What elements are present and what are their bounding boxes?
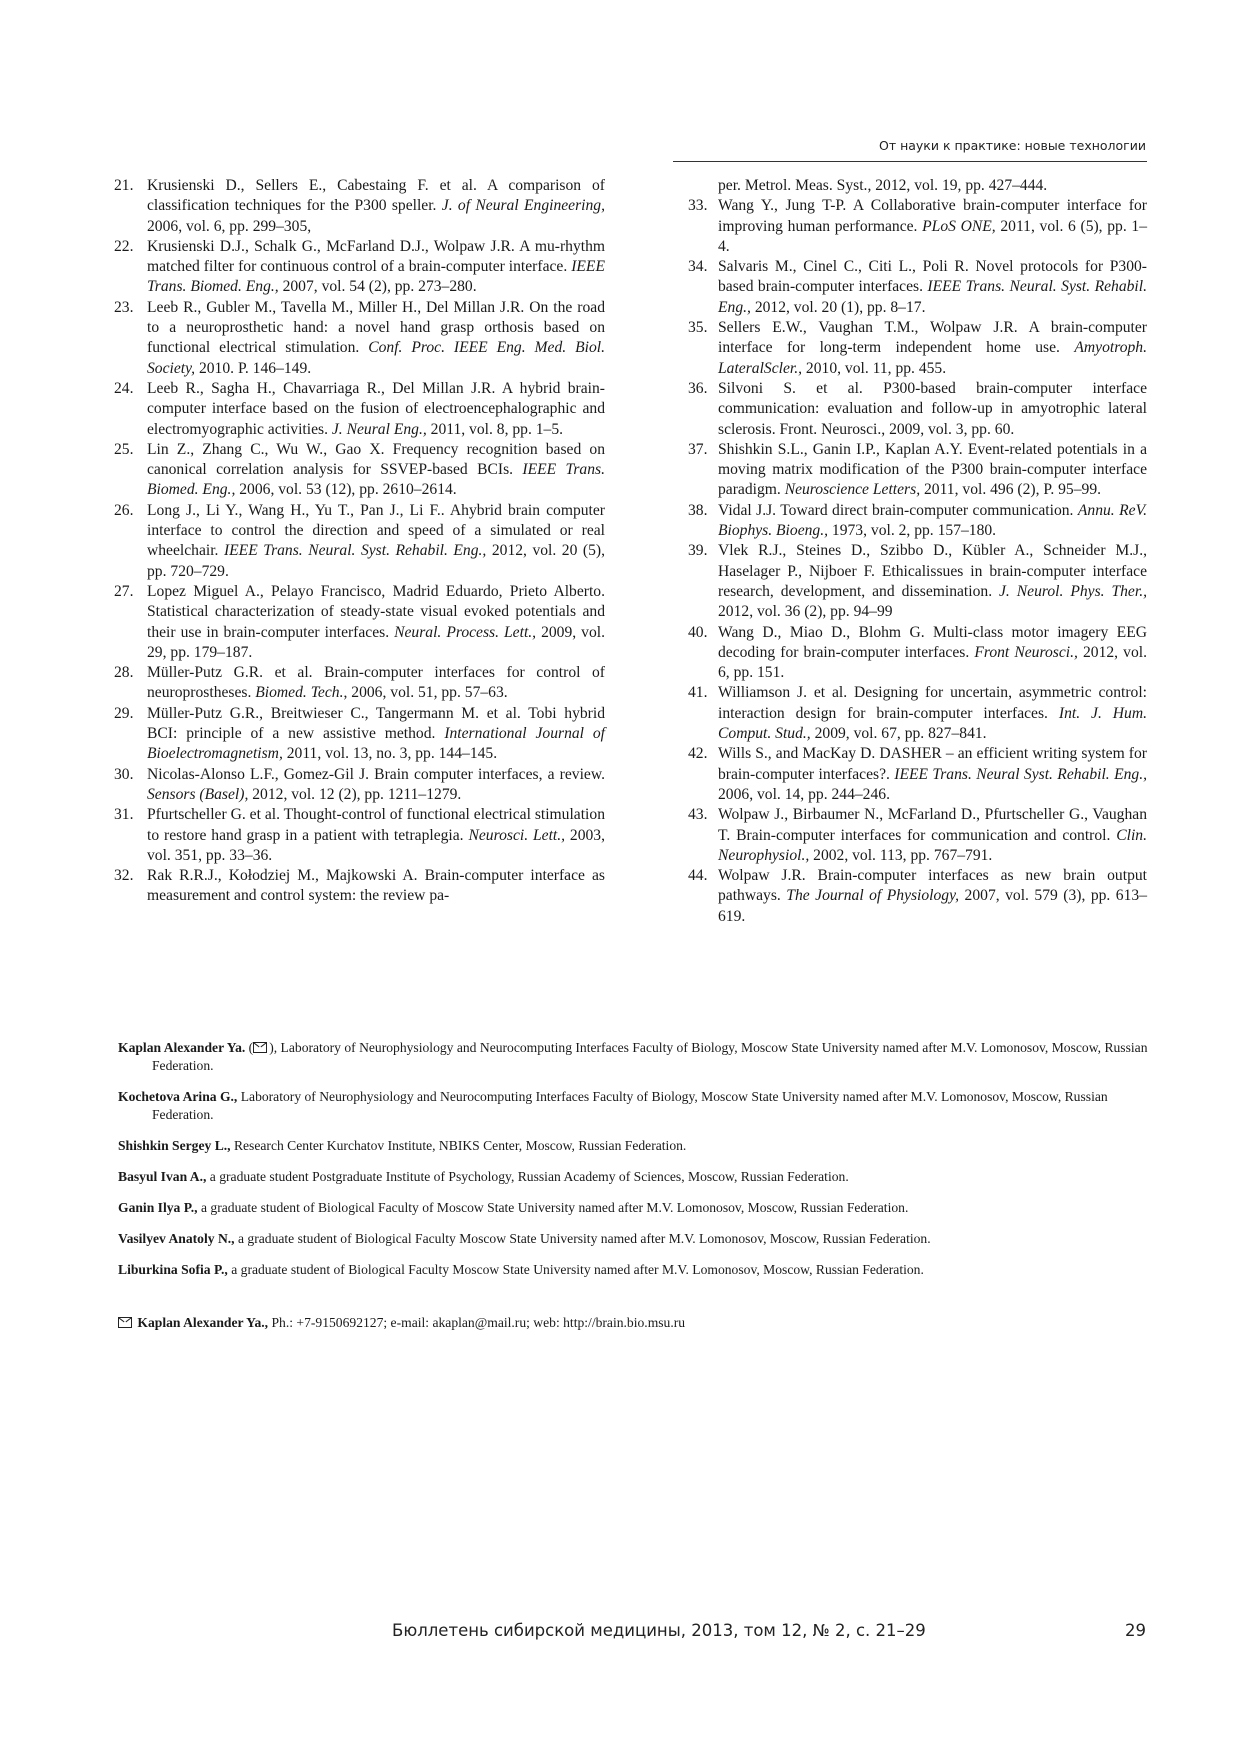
header-rule	[673, 161, 1147, 162]
contact-name: Kaplan Alexander Ya.,	[137, 1315, 269, 1330]
reference-25: 25. Lin Z., Zhang C., Wu W., Gao X. Frequency recognition based on canonical correlation analysis for SSVEP-based BCIs. IEEE Trans. Biomed. Eng., 2006, vol. 53 (12), pp. 2610–2614.	[114, 440, 605, 499]
author-basyul: Basyul Ivan A., a graduate student Postgraduate Institute of Psychology, Russian Academy of Sciences, Moscow, Russian Federation.	[118, 1169, 849, 1184]
author-kochetova: Kochetova Arina G., Laboratory of Neurophysiology and Neurocomputing Interfaces Faculty of Biology, Moscow State University named after M.V. Lomonosov, Moscow, Russian Federation.	[118, 1089, 1108, 1122]
author-ganin: Ganin Ilya P., a graduate student of Biological Faculty of Moscow State University named after M.V. Lomonosov, Moscow, Russian Federation.	[118, 1200, 909, 1215]
envelope-icon	[253, 1042, 267, 1053]
reference-22: 22. Krusienski D.J., Schalk G., McFarland D.J., Wolpaw J.R. A mu-rhythm matched filter for continuous control of a brain-computer interface. IEEE Trans. Biomed. Eng., 2007, vol. 54 (2), pp. 273–280.	[114, 237, 605, 296]
reference-43: 43. Wolpaw J., Birbaumer N., McFarland D., Pfurtscheller G., Vaughan T. Brain-computer interfaces for communication and control. Clin. Neurophysiol., 2002, vol. 113, pp. 767–791.	[688, 806, 1147, 864]
page-number: 29	[1125, 1621, 1146, 1640]
reference-36: 36. Silvoni S. et al. P300-based brain-computer interface communication: evaluation and follow-up in amyotrophic lateral sclerosis. Front. Neurosci., 2009, vol. 3, pp. 60.	[688, 379, 1147, 438]
author-shishkin: Shishkin Sergey L., Research Center Kurchatov Institute, NBIKS Center, Moscow, Russian Federation.	[118, 1138, 687, 1153]
running-header: От науки к практике: новые технологии	[878, 138, 1146, 153]
reference-40: 40. Wang D., Miao D., Blohm G. Multi-class motor imagery EEG decoding for brain-computer interfaces. Front Neurosci., 2012, vol. 6, pp. 151.	[688, 623, 1147, 682]
corresponding-contact	[118, 1314, 1148, 1332]
envelope-icon	[118, 1317, 132, 1328]
author-affiliations	[118, 1039, 1148, 1292]
reference-38: 38. Vidal J.J. Toward direct brain-computer communication. Annu. ReV. Biophys. Bioeng., 1973, vol. 2, pp. 157–180.	[688, 501, 1147, 540]
reference-39: 39. Vlek R.J., Steines D., Szibbo D., Kübler A., Schneider M.J., Haselager P., Nijboer F. Ethicalissues in brain-computer interface research, development, and dissemination. J. Neurol. Phys. Ther., 2012, vol. 36 (2), pp. 94–99	[688, 542, 1147, 621]
references-left-column	[114, 176, 605, 907]
reference-30: 30. Nicolas-Alonso L.F., Gomez-Gil J. Brain computer interfaces, a review. Sensors (Basel), 2012, vol. 12 (2), pp. 1211–1279.	[114, 765, 605, 803]
reference-44: 44. Wolpaw J.R. Brain-computer interfaces as new brain output pathways. The Journal of Physiology, 2007, vol. 579 (3), pp. 613–619.	[688, 867, 1147, 925]
author-liburkina: Liburkina Sofia P., a graduate student of Biological Faculty Moscow State University named after M.V. Lomonosov, Moscow, Russian Federation.	[118, 1262, 924, 1277]
reference-32-continuation: per. Metrol. Meas. Syst., 2012, vol. 19, pp. 427–444.	[718, 177, 1048, 194]
author-kaplan: Kaplan Alexander Ya. ( ), Laboratory of Neurophysiology and Neurocomputing Interfaces Faculty of Biology, Moscow State University named after M.V. Lomonosov, Moscow, Russian Federation.	[118, 1040, 1148, 1073]
reference-26: 26. Long J., Li Y., Wang H., Yu T., Pan J., Li F.. Ahybrid brain computer interface to control the direction and speed of a simulated or real wheelchair. IEEE Trans. Neural. Syst. Rehabil. Eng., 2012, vol. 20 (5), pp. 720–729.	[114, 501, 605, 580]
reference-21: 21. Krusienski D., Sellers E., Cabestaing F. et al. A comparison of classification techniques for the P300 speller. J. of Neural Engineering, 2006, vol. 6, pp. 299–305,	[114, 177, 605, 235]
reference-41: 41. Williamson J. et al. Designing for uncertain, asymmetric control: interaction design for brain-computer interfaces. Int. J. Hum. Comput. Stud., 2009, vol. 67, pp. 827–841.	[688, 684, 1148, 743]
journal-footer: Бюллетень сибирской медицины, 2013, том 12, № 2, с. 21–29	[392, 1621, 926, 1640]
reference-42: 42. Wills S., and MacKay D. DASHER – an efficient writing system for brain-computer interfaces?. IEEE Trans. Neural Syst. Rehabil. Eng., 2006, vol. 14, pp. 244–246.	[688, 745, 1147, 803]
reference-29: 29. Müller-Putz G.R., Breitwieser C., Tangermann M. et al. Tobi hybrid BCI: principle of a new assistive method. International Journal of Bioelectromagnetism, 2011, vol. 13, no. 3, pp. 144–145.	[114, 704, 606, 763]
reference-27: 27. Lopez Miguel A., Pelayo Francisco, Madrid Eduardo, Prieto Alberto. Statistical characterization of steady-state visual evoked potentials and their use in brain-computer interfaces. Neural. Process. Lett., 2009, vol. 29, pp. 179–187.	[114, 582, 605, 661]
reference-32: 32. Rak R.R.J., Kołodziej M., Majkowski A. Brain-computer interface as measurement and control system: the review pa-	[114, 867, 605, 905]
reference-35: 35. Sellers E.W., Vaughan T.M., Wolpaw J.R. A brain-computer interface for long-term independent home use. Amyotroph. LateralScler., 2010, vol. 11, pp. 455.	[688, 319, 1147, 377]
reference-34: 34. Salvaris M., Cinel C., Citi L., Poli R. Novel protocols for P300-based brain-computer interfaces. IEEE Trans. Neural. Syst. Rehabil. Eng., 2012, vol. 20 (1), pp. 8–17.	[688, 258, 1147, 316]
reference-37: 37. Shishkin S.L., Ganin I.P., Kaplan A.Y. Event-related potentials in a moving matrix modification of the P300 brain-computer interface paradigm. Neuroscience Letters, 2011, vol. 496 (2), P. 95–99.	[688, 440, 1147, 499]
reference-31: 31. Pfurtscheller G. et al. Thought-control of functional electrical stimulation to restore hand grasp in a patient with tetraplegia. Neurosci. Lett., 2003, vol. 351, pp. 33–36.	[114, 806, 605, 864]
reference-28: 28. Müller-Putz G.R. et al. Brain-computer interfaces for control of neuroprostheses. Biomed. Tech., 2006, vol. 51, pp. 57–63.	[114, 664, 605, 702]
reference-24: 24. Leeb R., Sagha H., Chavarriaga R., Del Millan J.R. A hybrid brain-computer interface based on the fusion of electroencephalographic and electromyographic activities. J. Neural Eng., 2011, vol. 8, pp. 1–5.	[114, 379, 605, 438]
reference-23: 23. Leeb R., Gubler M., Tavella M., Miller H., Del Millan J.R. On the road to a neuroprosthetic hand: a novel hand grasp orthosis based on functional electrical stimulation. Conf. Proc. IEEE Eng. Med. Biol. Society, 2010. P. 146–149.	[114, 298, 605, 377]
reference-33: 33. Wang Y., Jung T-P. A Collaborative brain-computer interface for improving human performance. PLoS ONE, 2011, vol. 6 (5), pp. 1–4.	[688, 197, 1148, 255]
contact-details: Ph.: +7-9150692127; e-mail: akaplan@mail.ru; web: http://brain.bio.msu.ru	[268, 1315, 686, 1330]
references-right-column	[688, 176, 1147, 927]
author-vasilyev: Vasilyev Anatoly N., a graduate student of Biological Faculty Moscow State University named after M.V. Lomonosov, Moscow, Russian Federation.	[118, 1231, 931, 1246]
